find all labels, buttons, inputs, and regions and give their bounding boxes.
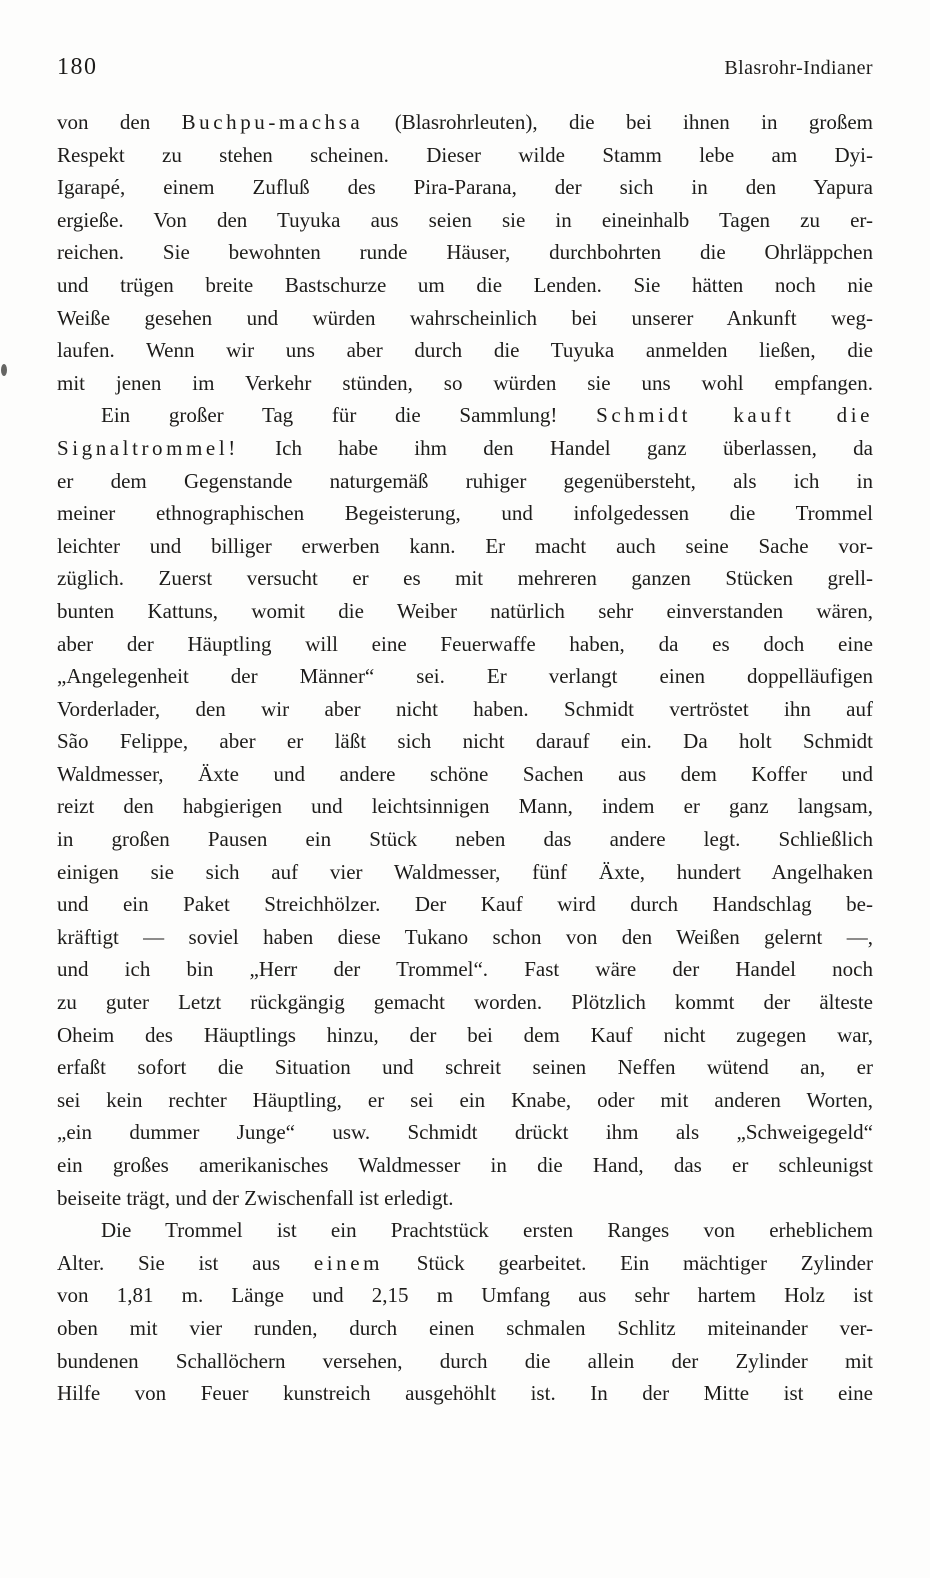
text-line: Igarapé, einem Zufluß des Pira-Parana, der sich in den Yapura — [57, 175, 873, 200]
page-number: 180 — [57, 54, 98, 80]
text-line: züglich. Zuerst versucht er es mit mehreren ganzen Stücken grell- — [57, 566, 873, 591]
text-line: und trügen breite Bastschurze um die Lenden. Sie hätten noch nie — [57, 272, 873, 297]
text-line: Waldmesser, Äxte und andere schöne Sachen aus dem Koffer und — [57, 761, 873, 786]
text-line: oben mit vier runden, durch einen schmalen Schlitz miteinander ver- — [57, 1315, 873, 1340]
text-line: Vorderlader, den wir aber nicht haben. Schmidt vertröstet ihn auf — [57, 696, 873, 721]
letterspaced-text: Schmidt kauft die — [596, 403, 873, 428]
running-head: Blasrohr-Indianer — [724, 57, 873, 79]
text-line: laufen. Wenn wir uns aber durch die Tuyuka anmelden ließen, die — [57, 338, 873, 363]
text-line: São Felippe, aber er läßt sich nicht darauf ein. Da holt Schmidt — [57, 729, 873, 754]
text-line: in großen Pausen ein Stück neben das andere legt. Schließlich — [57, 827, 873, 852]
letterspaced-text: einem — [313, 1250, 384, 1275]
text-line: erfaßt sofort die Situation und schreit seinen Neffen wütend an, er — [57, 1055, 873, 1080]
text-line: reizt den habgierigen und leichtsinnigen Mann, indem er ganz langsam, — [57, 794, 873, 819]
text-line: von den Buchpu-machsa (Blasrohrleuten), die bei ihnen in großem — [57, 110, 873, 134]
text-line: leichter und billiger erwerben kann. Er macht auch seine Sache vor- — [57, 533, 873, 558]
text-line: beiseite trägt, und der Zwischenfall ist erledigt. — [57, 1185, 454, 1210]
text-block — [57, 106, 873, 1410]
text-line: reichen. Sie bewohnten runde Häuser, durchbohrten die Ohrläppchen — [57, 240, 873, 265]
scan-artifact — [1, 364, 7, 376]
text-line: bundenen Schallöchern versehen, durch die allein der Zylinder mit — [57, 1348, 873, 1373]
letterspaced-text: Buchpu-machsa — [181, 110, 364, 134]
text-line: Respekt zu stehen scheinen. Dieser wilde Stamm lebe am Dyi- — [57, 142, 873, 167]
text-line: und ein Paket Streichhölzer. Der Kauf wird durch Handschlag be- — [57, 892, 873, 917]
text-line: und ich bin „Herr der Trommel“. Fast wäre der Handel noch — [57, 957, 873, 982]
text-line: er dem Gegenstande naturgemäß ruhiger gegenübersteht, als ich in — [57, 468, 873, 493]
text-line: aber der Häuptling will eine Feuerwaffe haben, da es doch eine — [57, 631, 873, 656]
text-line: mit jenen im Verkehr stünden, so würden sie uns wohl empfangen. — [57, 370, 873, 395]
text-line: zu guter Letzt rückgängig gemacht worden. Plötzlich kommt der älteste — [57, 990, 873, 1015]
text-line: Alter. Sie ist aus einem Stück gearbeitet. Ein mächtiger Zylinder — [57, 1250, 873, 1275]
text-line: Oheim des Häuptlings hinzu, der bei dem Kauf nicht zugegen war, — [57, 1022, 873, 1047]
text-line: Die Trommel ist ein Prachtstück ersten Ranges von erheblichem — [101, 1218, 873, 1243]
text-line: Signaltrommel! Ich habe ihm den Handel ganz überlassen, da — [57, 435, 873, 460]
text-line: ergieße. Von den Tuyuka aus seien sie in eineinhalb Tagen zu er- — [57, 207, 873, 232]
text-line: von 1,81 m. Länge und 2,15 m Umfang aus sehr hartem Holz ist — [57, 1283, 873, 1308]
text-line: einigen sie sich auf vier Waldmesser, fünf Äxte, hundert Angelhaken — [57, 859, 873, 884]
text-line: Hilfe von Feuer kunstreich ausgehöhlt ist. In der Mitte ist eine — [57, 1381, 873, 1406]
text-line: Weiße gesehen und würden wahrscheinlich bei unserer Ankunft weg- — [57, 305, 873, 330]
text-line: Ein großer Tag für die Sammlung! Schmidt kauft die — [101, 403, 873, 428]
text-line: sei kein rechter Häuptling, er sei ein Knabe, oder mit anderen Worten, — [57, 1087, 873, 1112]
text-line: kräftigt — soviel haben diese Tukano schon von den Weißen gelernt —, — [57, 924, 873, 949]
page-header — [57, 54, 873, 81]
text-line: ein großes amerikanisches Waldmesser in die Hand, das er schleunigst — [57, 1153, 873, 1177]
text-line: meiner ethnographischen Begeisterung, und infolgedessen die Trommel — [57, 501, 873, 526]
text-line: „ein dummer Junge“ usw. Schmidt drückt ihm als „Schweigegeld“ — [57, 1120, 873, 1145]
letterspaced-text: Signaltrommel! — [57, 435, 239, 460]
text-line: bunten Kattuns, womit die Weiber natürlich sehr einverstanden wären, — [57, 598, 873, 623]
text-line: „Angelegenheit der Männer“ sei. Er verlangt einen doppelläufigen — [57, 664, 873, 689]
